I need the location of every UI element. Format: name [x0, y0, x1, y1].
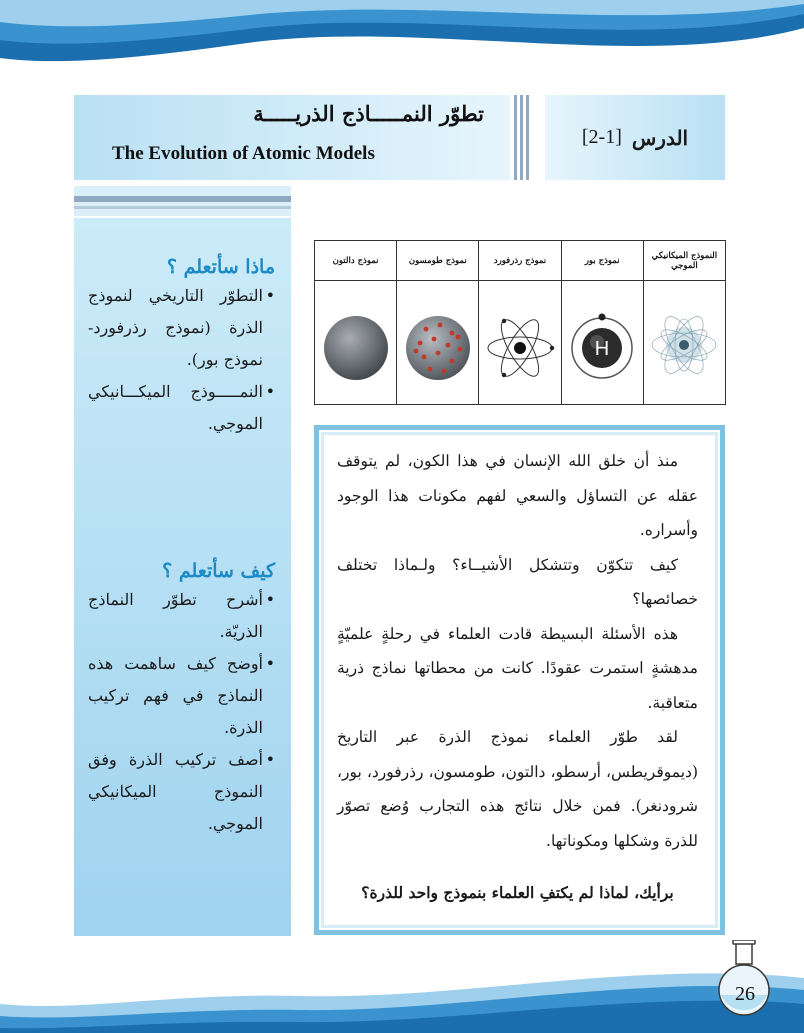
- how-list: [88, 584, 275, 840]
- objectives-sidebar: [74, 218, 291, 936]
- how-item: • أصف تركيب الذرة وفق النموذج الميكانيكي الموجي.: [88, 744, 275, 840]
- introduction-text-box: [314, 425, 725, 935]
- rutherford-model-icon: [482, 293, 558, 393]
- intro-paragraph: كيف تتكوّن وتتشكل الأشيــاء؟ ولـماذا تختلف خصائصها؟: [337, 555, 698, 608]
- sidebar-top-strip: [74, 186, 291, 216]
- model-label: نموذج طومسون: [397, 241, 478, 281]
- model-column: [561, 241, 643, 404]
- lesson-number-banner: [545, 95, 725, 180]
- intro-paragraph: منذ أن خلق الله الإنسان في هذا الكون، لم يتوقف عقله عن التساؤل والسعي لفهم مكونات هذا الوجود وأسراره.: [337, 452, 698, 539]
- model-column: [315, 241, 396, 404]
- what-will-i-learn-heading: ماذا سأتعلم ؟: [166, 256, 275, 278]
- model-label: نموذج بور: [562, 241, 643, 281]
- bohr-hydrogen-symbol: H: [594, 337, 610, 360]
- lesson-title-banner: [74, 95, 510, 180]
- lesson-title-english: The Evolution of Atomic Models: [112, 143, 375, 164]
- dalton-model-icon: [318, 293, 394, 393]
- header-divider: [514, 95, 536, 180]
- atomic-models-figure: [314, 240, 726, 405]
- thomson-model-icon: [400, 293, 476, 393]
- intro-paragraph: لقد طوّر العلماء نموذج الذرة عبر التاريخ (ديموقريطس، أرسطو، دالتون، طومسون، رذرفورد، بور، شرودنغر). فمن خلال نتائج هذه التجارب وُضع تصوّر للذرة وشكلها ومكوناتها.: [337, 728, 698, 850]
- flask-icon: [714, 940, 774, 1020]
- page-number: 26: [735, 983, 755, 1005]
- learn-list: [88, 280, 275, 440]
- lesson-number: [2-1]: [581, 126, 622, 148]
- model-column: [643, 241, 725, 404]
- model-label: نموذج دالتون: [315, 241, 396, 281]
- discussion-question: برأيك، لماذا لم يكتفِ العلماء بنموذج واحد للذرة؟: [361, 883, 674, 902]
- how-will-i-learn-heading: كيف سأتعلم ؟: [162, 560, 275, 582]
- footer-wave-decoration: [0, 960, 804, 1033]
- model-column: [478, 241, 560, 404]
- lesson-label: الدرس: [631, 125, 689, 150]
- header-wave-decoration: [0, 0, 804, 90]
- learn-item: • التطوّر التاريخي لنموذج الذرة (نموذج رذرفورد- نموذج بور).: [88, 280, 275, 376]
- how-item: • أشرح تطوّر النماذج الذريّة.: [88, 584, 275, 648]
- model-column: [396, 241, 478, 404]
- model-label: نموذج رذرفورد: [479, 241, 560, 281]
- bohr-model-icon: [564, 293, 640, 393]
- lesson-title-arabic: تطوّر النمـــــاذج الذريـــــة: [253, 101, 484, 126]
- wave-mechanical-model-icon: [646, 293, 722, 393]
- how-item: • أوضح كيف ساهمت هذه النماذج في فهم تركيب الذرة.: [88, 648, 275, 744]
- intro-paragraph: هذه الأسئلة البسيطة قادت العلماء في رحلةٍ علميّةٍ مدهشةٍ استمرت عقودًا. كانت من محطاتها نماذج ذرية متعاقبة.: [337, 624, 698, 712]
- learn-item: • النمـــــوذج الميكـــانيكي الموجي.: [88, 376, 275, 440]
- model-label: النموذج الميكانيكي الموجي: [644, 241, 725, 281]
